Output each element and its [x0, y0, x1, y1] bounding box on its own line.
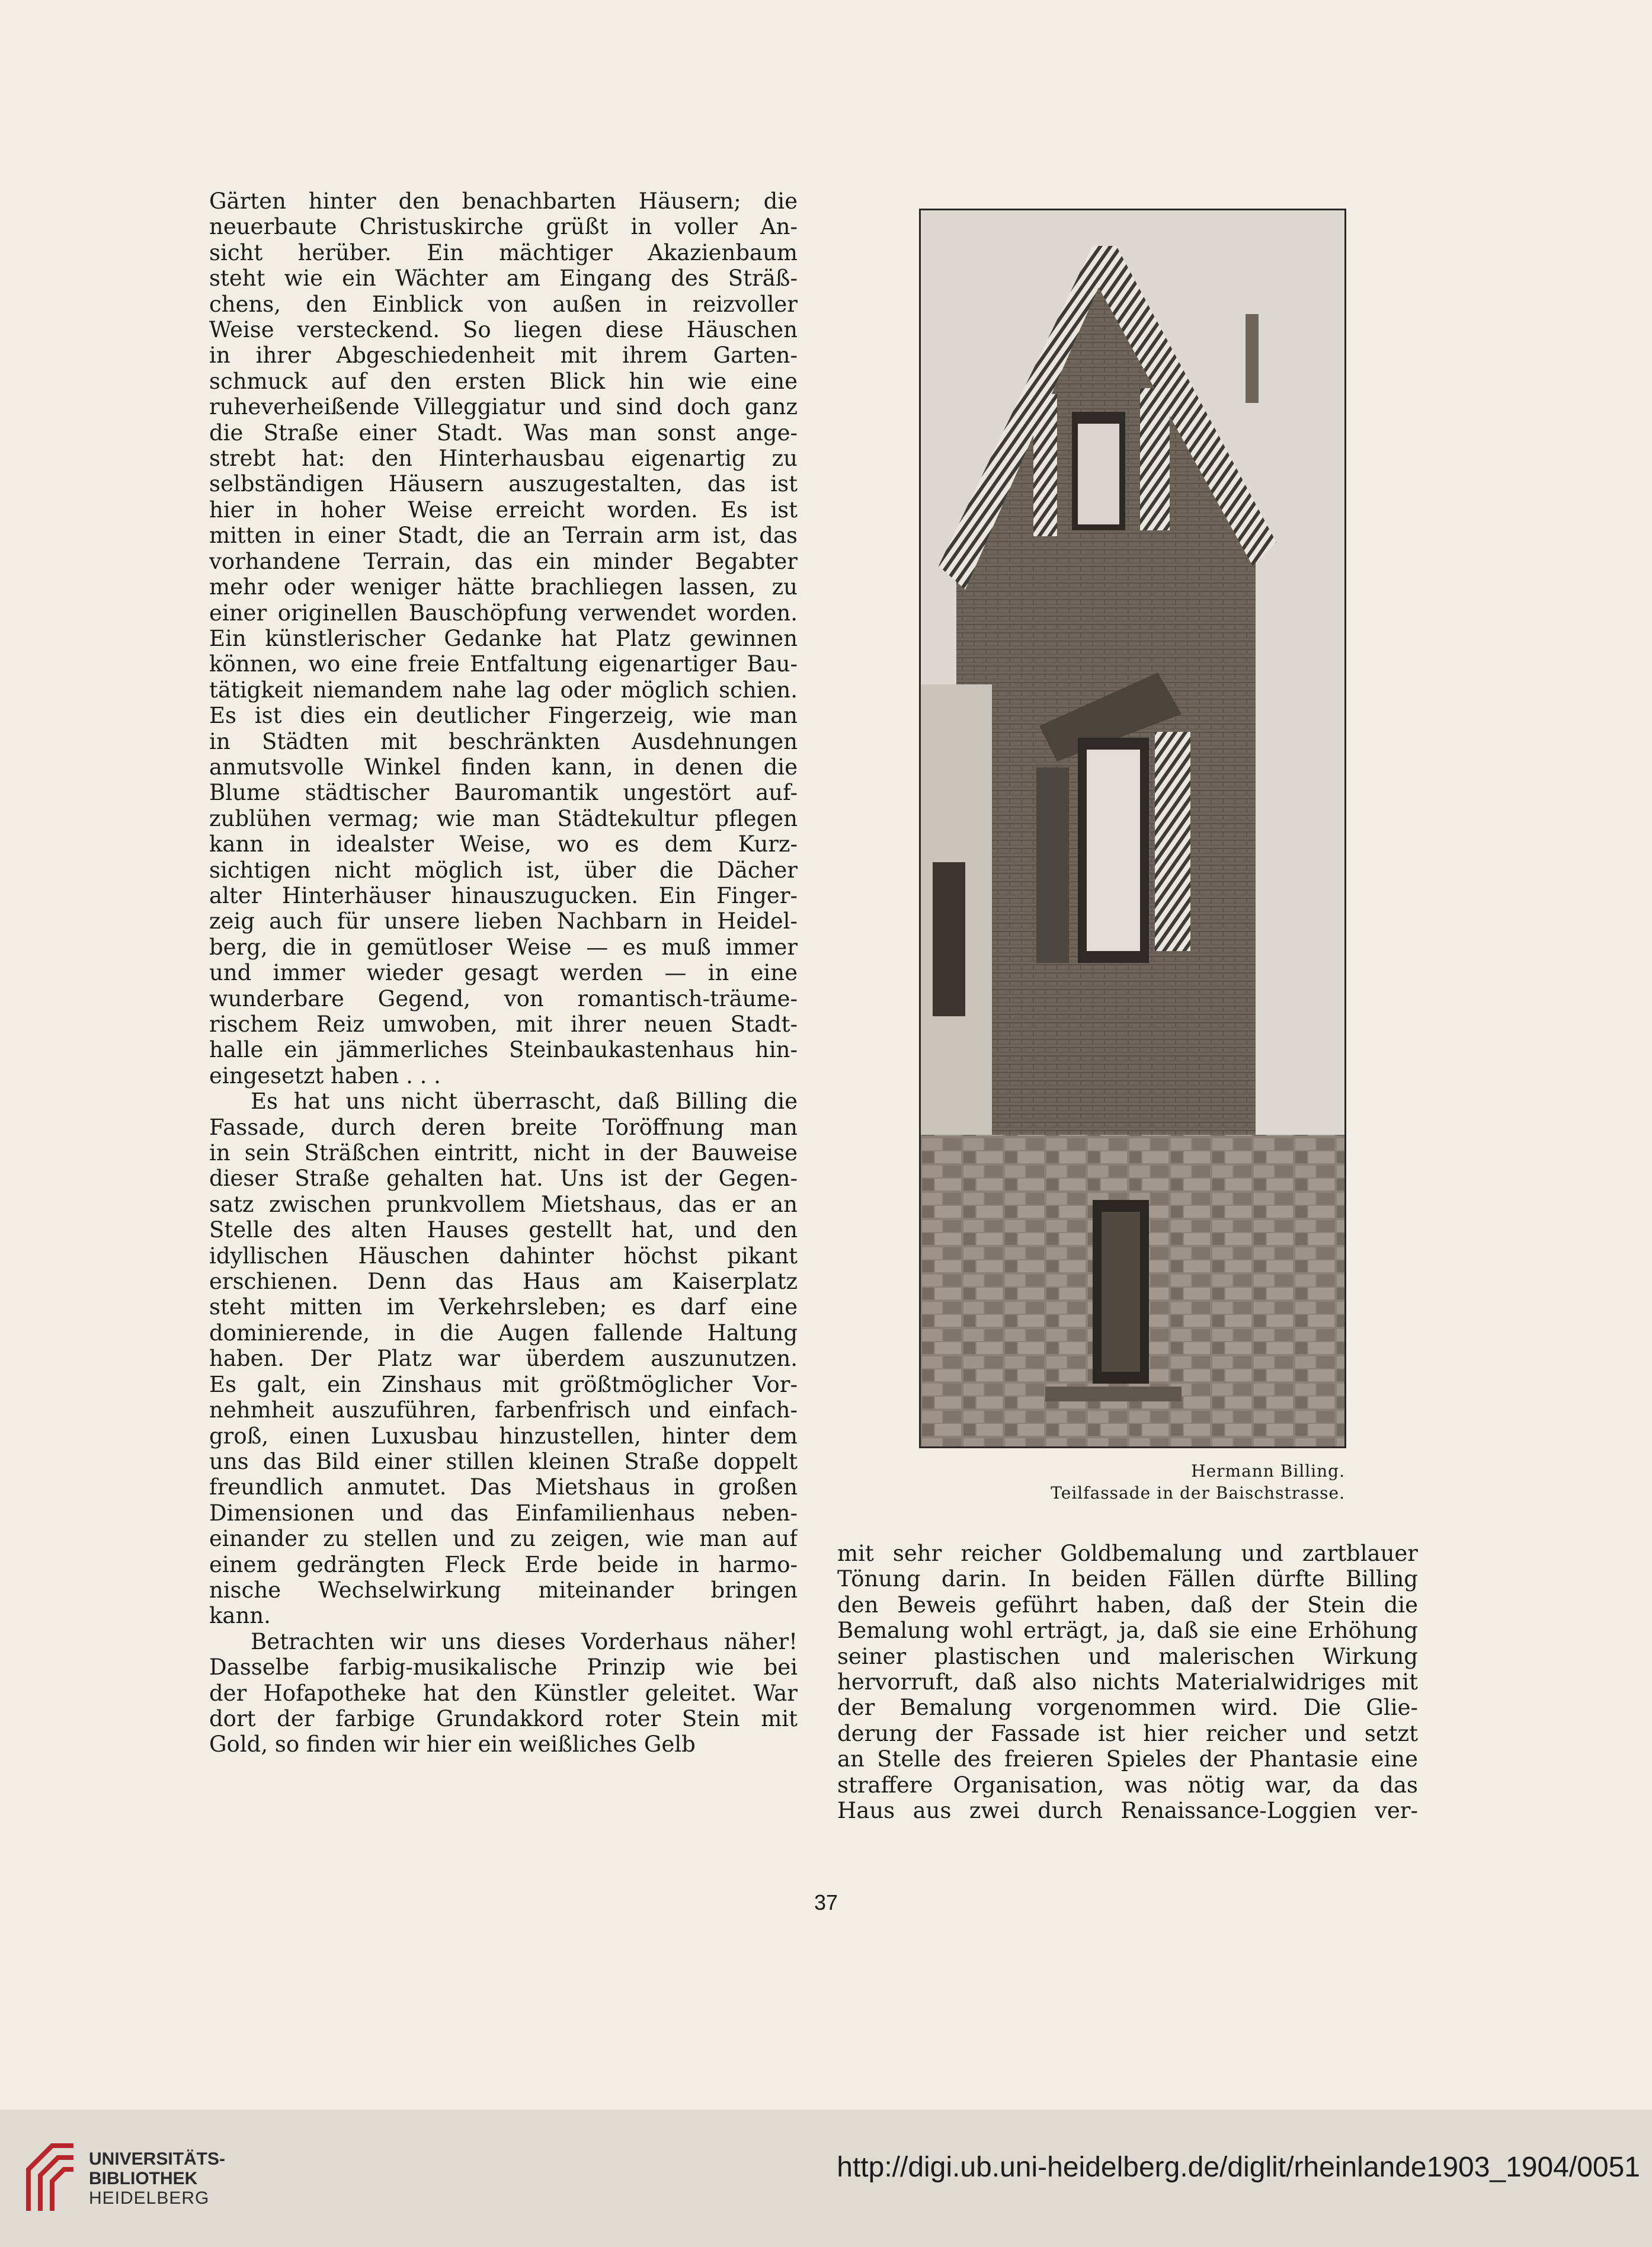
- text-line: Ein künstlerischer Gedanke hat Platz gewinnen: [209, 625, 798, 651]
- text-line: Tönung darin. In beiden Fällen dürfte Billing: [837, 1566, 1418, 1592]
- text-line: der Hofapotheke hat den Künstler geleitet. War: [209, 1680, 798, 1706]
- text-line: freundlich anmutet. Das Mietshaus in großen: [209, 1474, 798, 1500]
- text-line: rischem Reiz umwoben, mit ihrer neuen Stadt-: [209, 1012, 798, 1037]
- text-line: anmutsvolle Winkel finden kann, in denen die: [209, 754, 798, 780]
- text-line: haben. Der Platz war überdem auszunutzen.: [209, 1346, 798, 1372]
- text-line: eingesetzt haben . . .: [209, 1062, 441, 1089]
- text-line: nehmheit auszuführen, farbenfrisch und einfach-: [209, 1397, 798, 1423]
- text-line: an Stelle des freieren Spieles der Phantasie eine: [837, 1746, 1418, 1772]
- text-line: in sein Sträßchen eintritt, nicht in der Bauweise: [209, 1140, 798, 1166]
- text-line: Weise versteckend. So liegen diese Häuschen: [209, 317, 798, 343]
- text-line: berg, die in gemütloser Weise — es muß immer: [209, 934, 798, 960]
- text-line: halle ein jämmerliches Steinbaukastenhaus hin-: [209, 1037, 798, 1063]
- text-line: nische Wechselwirkung miteinander bringen: [209, 1577, 798, 1603]
- text-line: zublühen vermag; wie man Städtekultur pflegen: [209, 805, 798, 831]
- text-line: straffere Organisation, was nötig war, da das: [837, 1772, 1418, 1798]
- text-line: Stelle des alten Hauses gestellt hat, und den: [209, 1217, 798, 1243]
- text-line: vorhandene Terrain, das ein minder Begabter: [209, 548, 798, 574]
- text-line: erschienen. Denn das Haus am Kaiserplatz: [209, 1269, 798, 1295]
- text-line: mitten in einer Stadt, die an Terrain arm ist, das: [209, 523, 798, 549]
- text-line: sichtigen nicht möglich ist, über die Dächer: [209, 857, 798, 883]
- text-line: seiner plastischen und malerischen Wirkung: [837, 1643, 1418, 1669]
- text-line: Haus aus zwei durch Renaissance-Loggien ver-: [837, 1798, 1418, 1824]
- text-line: zeig auch für unsere lieben Nachbarn in Heidel-: [209, 908, 798, 934]
- page-number: 37: [814, 1890, 838, 1915]
- text-line: Dimensionen und das Einfamilienhaus neben-: [209, 1500, 798, 1526]
- text-line: mehr oder weniger hätte brachliegen lassen, zu: [209, 574, 798, 600]
- text-line: neuerbaute Christuskirche grüßt in voller An-: [209, 214, 798, 240]
- text-line: steht wie ein Wächter am Eingang des Sträß-: [209, 265, 798, 292]
- text-line: dort der farbige Grundakkord roter Stein mit: [209, 1705, 798, 1731]
- text-line: einander zu stellen und zu zeigen, wie man auf: [209, 1526, 798, 1552]
- building-facade-illustration: [921, 210, 1344, 1446]
- library-name-line2: BIBLIOTHEK: [89, 2169, 198, 2188]
- photo-caption-author: Hermann Billing.: [1191, 1461, 1345, 1481]
- text-line: der Bemalung vorgenommen wird. Die Glie-: [837, 1695, 1418, 1721]
- text-line: mit sehr reicher Goldbemalung und zartblauer: [837, 1541, 1418, 1566]
- text-line: Betrachten wir uns dieses Vorderhaus näher!: [251, 1628, 798, 1654]
- text-line: den Beweis geführt haben, daß der Stein die: [837, 1592, 1418, 1618]
- text-line: kann in idealster Weise, wo es dem Kurz-: [209, 831, 798, 857]
- text-line: Fassade, durch deren breite Toröffnung man: [209, 1114, 798, 1140]
- left-text-column: [209, 188, 798, 1758]
- text-line: kann.: [209, 1603, 271, 1629]
- text-line: tätigkeit niemandem nahe lag oder möglich schien.: [209, 677, 798, 703]
- source-url-link[interactable]: http://digi.ub.uni-heidelberg.de/diglit/rheinlande1903_1904/0051: [837, 2152, 1640, 2183]
- text-line: hervorruft, daß also nichts Materialwidriges mit: [837, 1669, 1418, 1695]
- text-line: einer originellen Bauschöpfung verwendet worden.: [209, 600, 798, 626]
- text-line: ruheverheißende Villeggiatur und sind doch ganz: [209, 394, 798, 420]
- text-line: alter Hinterhäuser hinauszugucken. Ein Finger-: [209, 882, 798, 908]
- text-line: uns das Bild einer stillen kleinen Straße doppelt: [209, 1448, 798, 1474]
- text-line: und immer wieder gesagt werden — in eine: [209, 960, 798, 986]
- text-line: in ihrer Abgeschiedenheit mit ihrem Garten-: [209, 343, 798, 369]
- text-line: hier in hoher Weise erreicht worden. Es ist: [209, 497, 798, 523]
- text-line: die Straße einer Stadt. Was man sonst ange-: [209, 420, 798, 446]
- text-line: in Städten mit beschränkten Ausdehnungen: [209, 728, 798, 754]
- text-line: groß, einen Luxusbau hinzustellen, hinter dem: [209, 1423, 798, 1449]
- text-line: wunderbare Gegend, von romantisch-träume-: [209, 985, 798, 1012]
- text-line: selbständigen Häusern auszugestalten, das ist: [209, 471, 798, 497]
- library-logo-icon: [23, 2140, 79, 2216]
- photo-caption-title: Teilfassade in der Baischstrasse.: [1051, 1483, 1345, 1503]
- text-line: Gold, so finden wir hier ein weißliches Gelb: [209, 1731, 696, 1758]
- library-name-line3: HEIDELBERG: [89, 2188, 210, 2208]
- text-line: Es galt, ein Zinshaus mit größtmöglicher Vor-: [209, 1371, 798, 1397]
- text-line: schmuck auf den ersten Blick hin wie eine: [209, 368, 798, 394]
- text-line: satz zwischen prunkvollem Mietshaus, das er an: [209, 1191, 798, 1217]
- text-line: Es hat uns nicht überrascht, daß Billing die: [251, 1089, 798, 1115]
- text-line: können, wo eine freie Entfaltung eigenartiger Bau-: [209, 651, 798, 677]
- text-line: chens, den Einblick von außen in reizvoller: [209, 291, 798, 317]
- text-line: sicht herüber. Ein mächtiger Akazienbaum: [209, 239, 798, 265]
- text-line: Gärten hinter den benachbarten Häusern; die: [209, 188, 798, 214]
- text-line: idyllischen Häuschen dahinter höchst pikant: [209, 1243, 798, 1269]
- text-line: steht mitten im Verkehrsleben; es darf eine: [209, 1294, 798, 1320]
- text-line: Bemalung wohl erträgt, ja, daß sie eine Erhöhung: [837, 1618, 1418, 1644]
- library-name-line1: UNIVERSITÄTS-: [89, 2149, 226, 2169]
- right-text-column: [837, 1541, 1418, 1823]
- text-line: Blume städtischer Bauromantik ungestört auf-: [209, 780, 798, 806]
- text-line: dieser Straße gehalten hat. Uns ist der Gegen-: [209, 1166, 798, 1192]
- text-line: strebt hat: den Hinterhausbau eigenartig zu: [209, 446, 798, 472]
- text-line: einem gedrängten Fleck Erde beide in harmo-: [209, 1551, 798, 1577]
- facade-photograph: [919, 209, 1346, 1448]
- text-line: Dasselbe farbig-musikalische Prinzip wie bei: [209, 1654, 798, 1681]
- text-line: dominierende, in die Augen fallende Haltung: [209, 1320, 798, 1346]
- text-line: derung der Fassade ist hier reicher und setzt: [837, 1720, 1418, 1746]
- text-line: Es ist dies ein deutlicher Fingerzeig, wie man: [209, 703, 798, 729]
- library-name: [89, 2149, 225, 2208]
